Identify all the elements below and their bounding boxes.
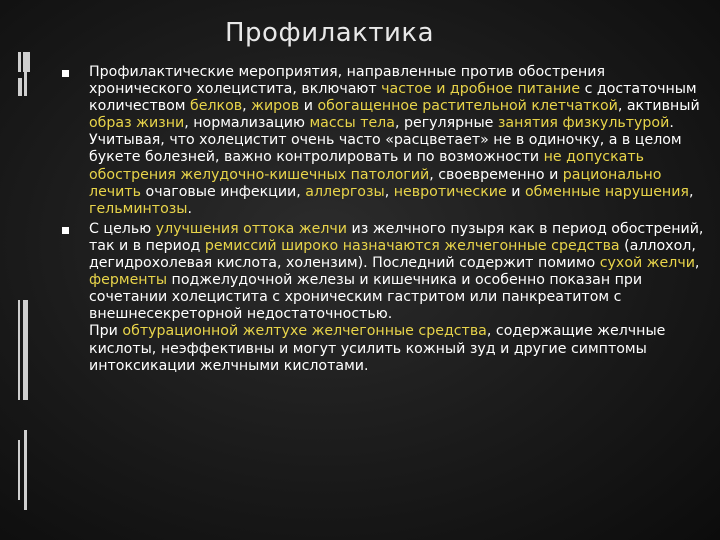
- body-text: ,: [694, 255, 700, 272]
- bullet-item-1: [62, 64, 704, 218]
- slide-decoration: [0, 0, 40, 540]
- highlighted-text: улучшения оттока желчи: [155, 220, 348, 237]
- highlighted-text: массы тела: [309, 115, 395, 132]
- decor-bar: [24, 60, 27, 96]
- highlighted-text: жиров: [251, 98, 300, 115]
- highlighted-text: белков: [189, 98, 243, 115]
- body-text: С целью: [89, 220, 156, 237]
- highlighted-text: ферменты: [89, 272, 168, 289]
- bullet-square-icon: [62, 70, 69, 77]
- highlighted-text: занятия физкультурой: [497, 115, 670, 132]
- body-text: (аллохол, дегидрохолевая кислота, холензим). Последний содержит помимо: [89, 237, 696, 272]
- highlighted-text: обтурационной желтухе желчегонные средства: [122, 323, 487, 340]
- highlighted-text: не допускать обострения желудочно-кишечных патологий: [89, 149, 644, 183]
- decor-bar: [18, 78, 22, 96]
- body-text: ,: [688, 183, 694, 200]
- body-text: .: [187, 200, 193, 217]
- highlighted-text: обменные нарушения: [524, 183, 689, 200]
- highlighted-text: ремиссий широко назначаются желчегонные средства: [204, 237, 620, 254]
- slide-body: [62, 64, 704, 378]
- highlighted-text: обогащенное растительной клетчаткой: [317, 98, 618, 115]
- decor-bar: [24, 430, 27, 510]
- body-text: с достаточным количеством: [89, 81, 697, 115]
- decor-bar: [23, 300, 28, 400]
- body-text: ,: [384, 183, 394, 200]
- body-text: , активный: [617, 98, 700, 115]
- body-text: , содержащие желчные кислоты, неэффективны и могут усилить кожный зуд и другие симптомы интоксикации желчными кислотами.: [89, 323, 666, 374]
- body-text: поджелудочной железы и кишечника и особенно показан при сочетании холецистита с хроническим гастритом или панкреатитом с внешнесекреторной недостаточностью.: [89, 272, 643, 323]
- body-text: Профилактические мероприятия, направленные против обострения хронического холецистита, включают: [89, 64, 606, 98]
- highlighted-text: сухой желчи: [599, 255, 695, 272]
- bullet-square-icon: [62, 227, 69, 234]
- body-text: и: [506, 183, 525, 200]
- highlighted-text: образ жизни: [89, 115, 185, 132]
- decor-bar: [18, 300, 20, 400]
- body-text: ,: [242, 98, 252, 115]
- body-text: , нормализацию: [184, 115, 310, 132]
- highlighted-text: аллергозы: [305, 183, 385, 200]
- highlighted-text: невротические: [393, 183, 507, 200]
- body-text: и: [299, 98, 318, 115]
- body-text: очаговые инфекции,: [141, 183, 306, 200]
- decor-bar: [18, 52, 21, 72]
- bullet-text: [89, 221, 703, 374]
- body-text: , регулярные: [394, 115, 498, 132]
- bullet-item-2: [62, 221, 704, 375]
- highlighted-text: частое и дробное питание: [381, 81, 581, 98]
- body-text: . Учитывая, что холецистит очень часто «расцветает» не в одиночку, а в целом букете болезней, важно контролировать и по возможности: [89, 115, 682, 166]
- highlighted-text: рационально лечить: [89, 166, 662, 200]
- body-text: При: [89, 323, 123, 340]
- highlighted-text: гельминтозы: [89, 200, 188, 217]
- bullet-text: [89, 64, 700, 217]
- decor-bar: [18, 440, 20, 500]
- body-text: из желчного пузыря как в период обострений, так и в период: [89, 220, 704, 254]
- slide-title: Профилактика: [225, 18, 435, 48]
- body-text: , своевременно и: [429, 166, 563, 183]
